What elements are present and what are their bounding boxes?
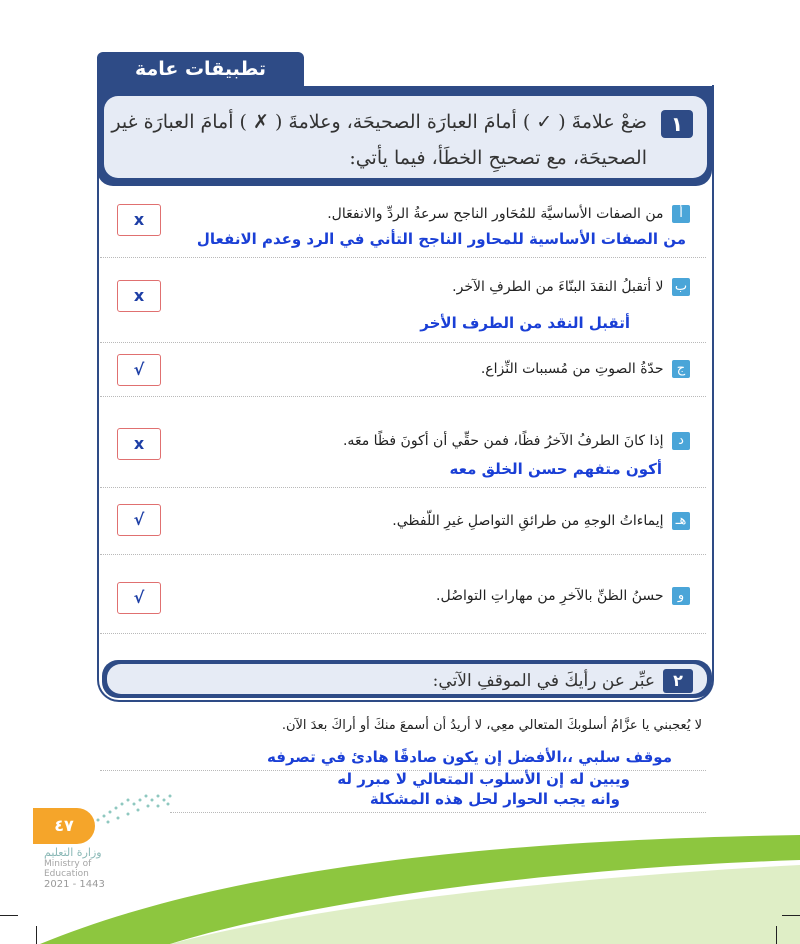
letter-badge: أ [672, 205, 690, 223]
answer-b: أتقبل النقد من الطرف الأخر [420, 314, 630, 332]
question-2-inner [107, 664, 707, 694]
divider [100, 554, 706, 555]
letter-badge: ج [672, 360, 690, 378]
statement-a [327, 205, 690, 223]
edition-year: 2021 - 1443 [44, 879, 105, 890]
statement-e [392, 512, 690, 530]
divider [100, 257, 706, 258]
ministry-name-ar: وزارة التعليم [44, 846, 102, 859]
statement-text: من الصفات الأساسيَّة للمُحَاور الناجح سرعةُ الردِّ والانفعَال. [327, 206, 664, 222]
mark-box-b[interactable]: x [117, 280, 161, 312]
statement-text: إذا كانَ الطرفُ الآخرُ فظًا، فمن حقِّي أن أكونَ فظًا معَه. [342, 433, 664, 449]
question-1-inner [104, 96, 707, 178]
divider [100, 342, 706, 343]
divider [100, 633, 706, 634]
page-number: ٤٧ [33, 808, 95, 844]
statement-text: لا أتقبلُ النقدَ البنّاءَ من الطرفِ الآخر. [452, 279, 664, 295]
letter-badge: د [672, 432, 690, 450]
statement-text: إيماءاتُ الوجهِ من طرائقِ التواصلِ غيرِ اللّفظي. [392, 513, 664, 529]
ministry-logo-text [44, 846, 134, 890]
question-1-box [97, 86, 712, 186]
answer-line-2: ويبين له إن الأسلوب المتعالي لا مبرر له [337, 770, 630, 788]
question-1-text: ضعْ علامةَ ( ✓ ) أمامَ العبارَة الصحيحَة، وعلامةَ ( ✗ ) أمامَ العبارَة غير الصحيحَة، مع تصحيحِ الخطَأ، فيما يأتي: [111, 111, 647, 169]
situation-quote: لا يُعجبني يا عزَّامُ أسلوبكَ المتعالي معِي، لا أريدُ أن أسمعَ منكَ أو أراكَ بعدَ الآن. [281, 718, 702, 733]
statement-c [481, 360, 690, 378]
mark-box-f[interactable]: √ [117, 582, 161, 614]
statement-text: حدّةُ الصوتِ من مُسببات النِّزاع. [480, 361, 664, 377]
letter-badge: هـ [672, 512, 690, 530]
mark-box-c[interactable]: √ [117, 354, 161, 386]
answer-d: أكون متفهم حسن الخلق معه [449, 460, 662, 478]
ministry-name-en: Ministry of Education [44, 859, 92, 879]
question-2-box [102, 660, 712, 698]
letter-badge: و [672, 587, 690, 605]
answer-a: من الصفات الأساسية للمحاور الناجح التأني في الرد وعدم الانفعال [196, 230, 686, 248]
crop-mark [0, 915, 18, 916]
mark-box-a[interactable]: x [117, 204, 161, 236]
statement-text: حسنُ الظنِّ بالآخرِ من مهاراتِ التواصُل. [436, 588, 664, 604]
question-2-number: ٢ [663, 669, 693, 693]
divider [170, 812, 706, 813]
crop-mark [776, 926, 777, 944]
statement-d [343, 432, 690, 450]
answer-line-3: وانه يجب الحوار لحل هذه المشكلة [369, 790, 620, 808]
statement-f [436, 587, 690, 605]
mark-box-d[interactable]: x [117, 428, 161, 460]
mark-box-e[interactable]: √ [117, 504, 161, 536]
divider [100, 396, 706, 397]
answer-line-1: موقف سلبي ،،الأفضل إن يكون صادقًا هادئ في تصرفه [267, 748, 672, 766]
crop-mark [36, 926, 37, 944]
question-1-number: ١ [661, 110, 693, 138]
letter-badge: ب [672, 278, 690, 296]
statement-b [452, 278, 690, 296]
divider [100, 487, 706, 488]
section-title: تطبيقات عامة [97, 52, 304, 86]
crop-mark [782, 915, 800, 916]
question-2-text: عبِّر عن رأيكَ في الموقفِ الآتي: [432, 671, 655, 691]
